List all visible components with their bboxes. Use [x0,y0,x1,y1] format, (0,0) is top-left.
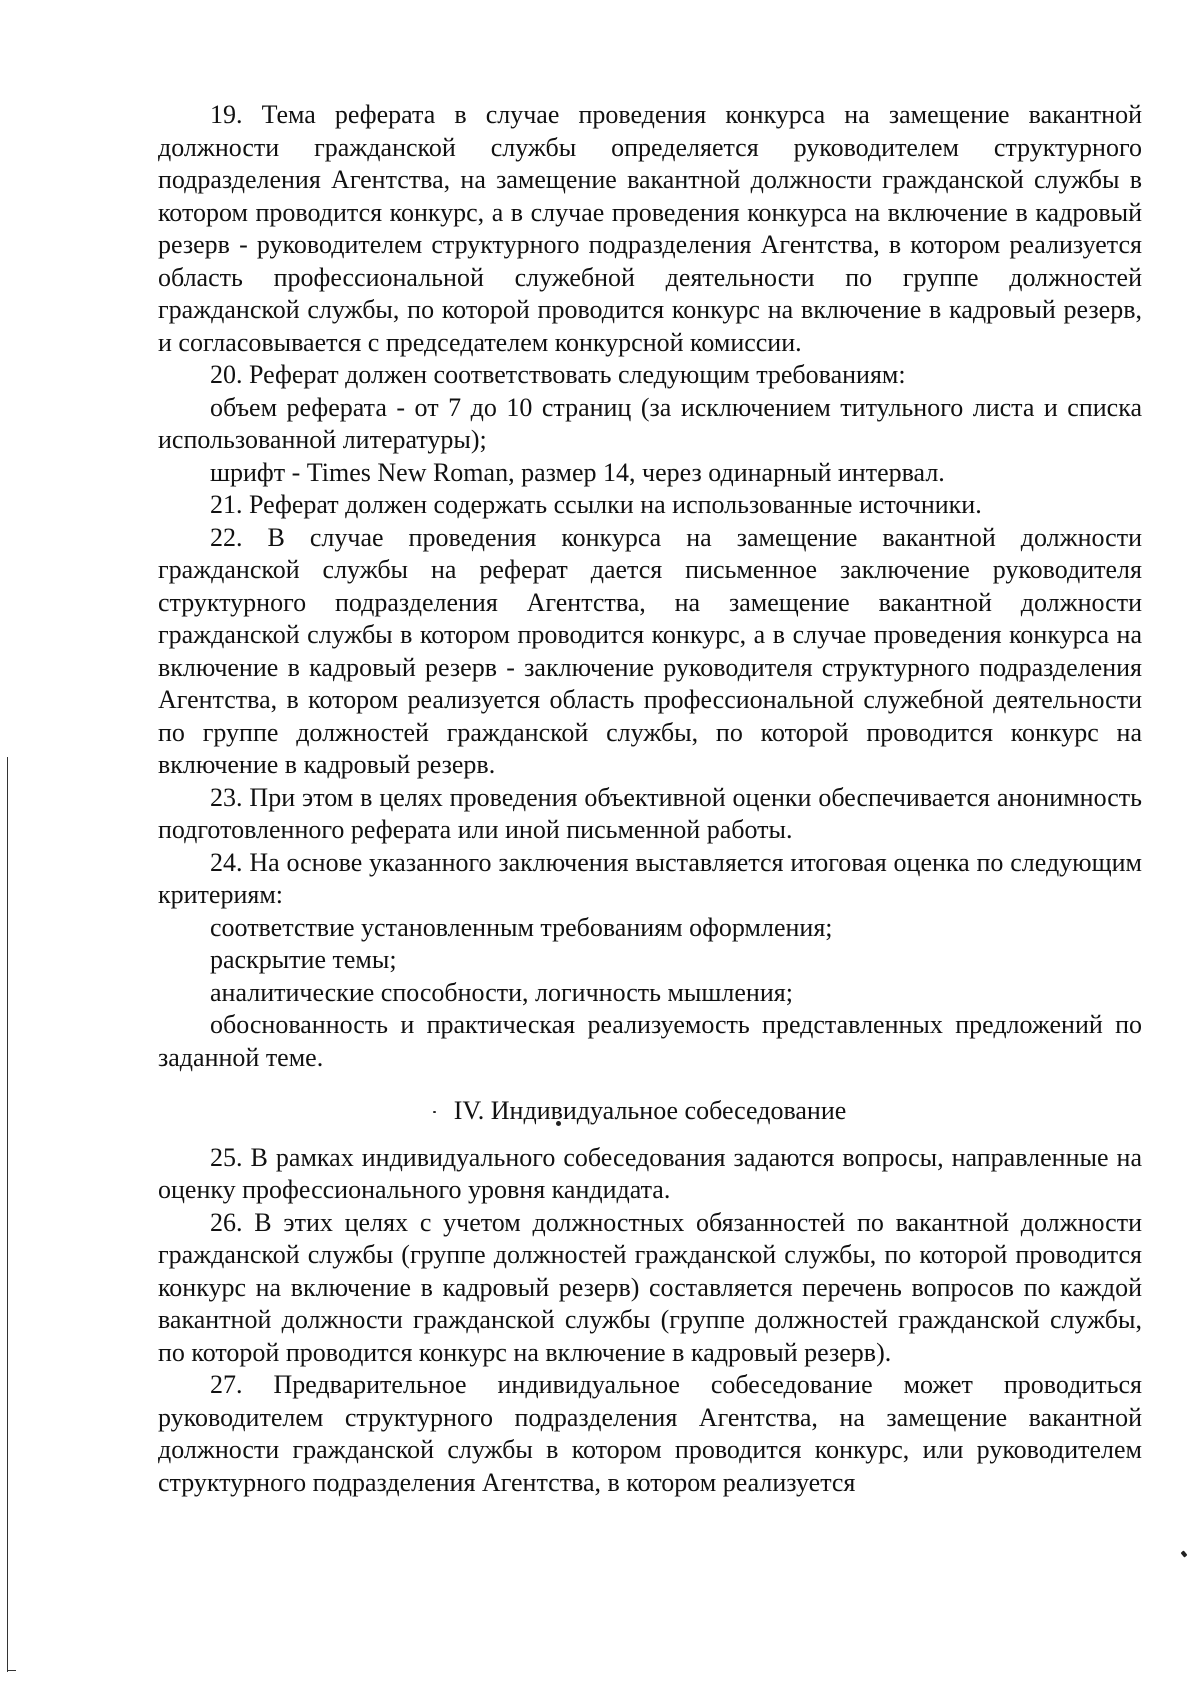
paragraph-27: 27. Предварительное индивидуальное собеседование может проводиться руководителем структурного подразделения Агентства, на замещение вакантной должности гражданской службы в котором проводится конкурс, или руководителем структурного подразделения Агентства, в котором реализуется [158,1370,1142,1497]
criterion-item: аналитические способности, логичность мышления; [210,977,793,1007]
criterion-item: раскрытие темы; [210,945,397,974]
paragraph-24: 24. На основе указанного заключения выставляется итоговая оценка по следующим критериям: [158,847,1142,909]
paragraph-20: 20. Реферат должен соответствовать следующим требованиям: [210,360,906,389]
document-body [158,99,1142,1499]
paragraph-23: 23. При этом в целях проведения объективной оценки обеспечивается анонимность подготовленного реферата или иной письменной работы. [158,782,1142,844]
section-heading: IV. Индивидуальное собеседование [453,1096,847,1125]
scan-margin-line [7,757,8,1672]
scan-speck [1181,1550,1188,1557]
criterion-item: обоснованность и практическая реализуемость представленных предложений по заданной теме. [158,1010,1142,1072]
requirement-font: шрифт - Times New Roman, размер 14, через одинарный интервал. [210,457,945,487]
paragraph-22: 22. В случае проведения конкурса на замещение вакантной должности гражданской службы на реферат дается письменное заключение руководителя структурного подразделения Агентства, на замещение вакантной должности гражданской службы в котором проводится конкурс, а в случае проведения конкурса на включение в кадровый резерв - заключение руководителя структурного подразделения Агентства, в котором реализуется область профессиональной служебной деятельности по группе должностей гражданской службы, по которой проводится конкурс на включение в кадровый резерв. [158,522,1142,779]
criterion-item: соответствие установленным требованиям оформления; [210,912,833,942]
scan-margin-tick [7,1670,16,1671]
paragraph-21: 21. Реферат должен содержать ссылки на использованные источники. [210,490,982,519]
paragraph-26: 26. В этих целях с учетом должностных обязанностей по вакантной должности гражданской службы (группе должностей гражданской службы, по которой проводится конкурс на включение в кадровый резерв) составляется перечень вопросов по каждой вакантной должности гражданской службы (группе должностей гражданской службы, по которой проводится конкурс на включение в кадровый резерв). [158,1207,1142,1367]
paragraph-19: 19. Тема реферата в случае проведения конкурса на замещение вакантной должности гражданской службы определяется руководителем структурного подразделения Агентства, на замещение вакантной должности гражданской службы в котором проводится конкурс, а в случае проведения конкурса на включение в кадровый резерв - руководителем структурного подразделения Агентства, в котором реализуется область профессиональной служебной деятельности по группе должностей гражданской службы, по которой проводится конкурс на включение в кадровый резерв, и согласовывается с председателем конкурсной комиссии. [158,100,1142,357]
requirement-volume: объем реферата - от 7 до 10 страниц (за исключением титульного листа и списка использованной литературы); [158,392,1142,454]
paragraph-25: 25. В рамках индивидуального собеседования задаются вопросы, направленные на оценку профессионального уровня кандидата. [158,1142,1142,1204]
